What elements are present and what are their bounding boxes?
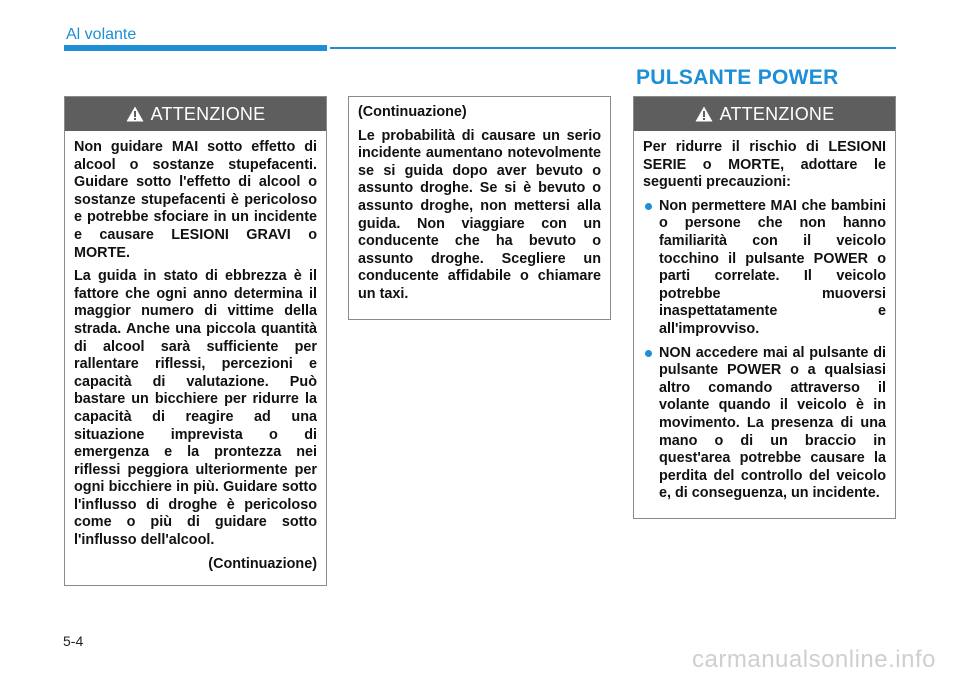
precautions-list [643, 198, 886, 503]
bullet-icon [645, 350, 652, 357]
page-number: 5-4 [63, 633, 84, 649]
warning-box-alcohol [64, 96, 327, 586]
warning-triangle-icon [126, 106, 144, 122]
header-rule-thin [330, 47, 896, 49]
page-heading: PULSANTE POWER [636, 66, 839, 89]
warning-paragraph: Non guidare MAI sotto effetto di alcool o sostanze stupefacenti. Guidare sotto l'effetto di alcool o sostanze stupefacenti è pericoloso e potrebbe sfociare in un incidente e causare LESIONI GRAVI o MORTE. [74, 139, 317, 261]
section-title: Al volante [66, 26, 137, 43]
warning-box-header [65, 97, 326, 131]
continuation-note: (Continuazione) [208, 555, 317, 572]
watermark: carmanualsonline.info [692, 646, 936, 673]
list-item-text: NON accedere mai al pulsante di pulsante POWER o a qualsiasi altro comando attraverso il volante quando il veicolo è in movimento. La presenza di una mano o di un braccio in quest'area potrebbe causare la perdita del controllo del veicolo e, di conseguenza, un incidente. [659, 344, 886, 502]
warning-label: ATTENZIONE [719, 103, 835, 124]
warning-box-continued [348, 96, 611, 320]
warning-box-power-button [633, 96, 896, 519]
warning-paragraph: La guida in stato di ebbrezza è il fattore che ogni anno determina il maggior numero di vittime della strada. Anche una piccola quantità di alcool sarà sufficiente per rallentare riflessi, percezioni e capacità di valutazione. Può bastare un bicchiere per ridurre la capacità di reagire ad una situazione imprevista o di emergenza e la prontezza nei riflessi peggiora ulteriormente per ogni bicchiere in più. Guidare sotto l'influsso di droghe è pericoloso come o più di guidare sotto l'influsso dell'alcool. [74, 268, 317, 549]
warning-intro: Per ridurre il rischio di LESIONI SERIE o MORTE, adottare le seguenti precauzioni: [643, 139, 886, 191]
bullet-icon [645, 203, 652, 210]
list-item [643, 198, 886, 339]
warning-box-header [634, 97, 895, 131]
warning-label: ATTENZIONE [150, 103, 266, 124]
warning-paragraph: Le probabilità di causare un serio incidente aumentano notevolmente se si guida dopo aver bevuto o assunto droghe. Se si è bevuto o assunto droghe, non mettersi alla guida. Non viaggiare con un conducente che ha bevuto o assunto droghe. Scegliere un conducente affidabile o chiamare un taxi. [358, 127, 601, 302]
list-item [643, 345, 886, 503]
warning-triangle-icon [695, 106, 713, 122]
header-rule-thick [64, 45, 327, 51]
continuation-note: (Continuazione) [358, 104, 467, 120]
list-item-text: Non permettere MAI che bambini o persone che non hanno familiarità con il veicolo tocchino il pulsante POWER o parti correlate. Il veicolo potrebbe muoversi inaspettatamente e all'improvviso. [659, 197, 886, 337]
